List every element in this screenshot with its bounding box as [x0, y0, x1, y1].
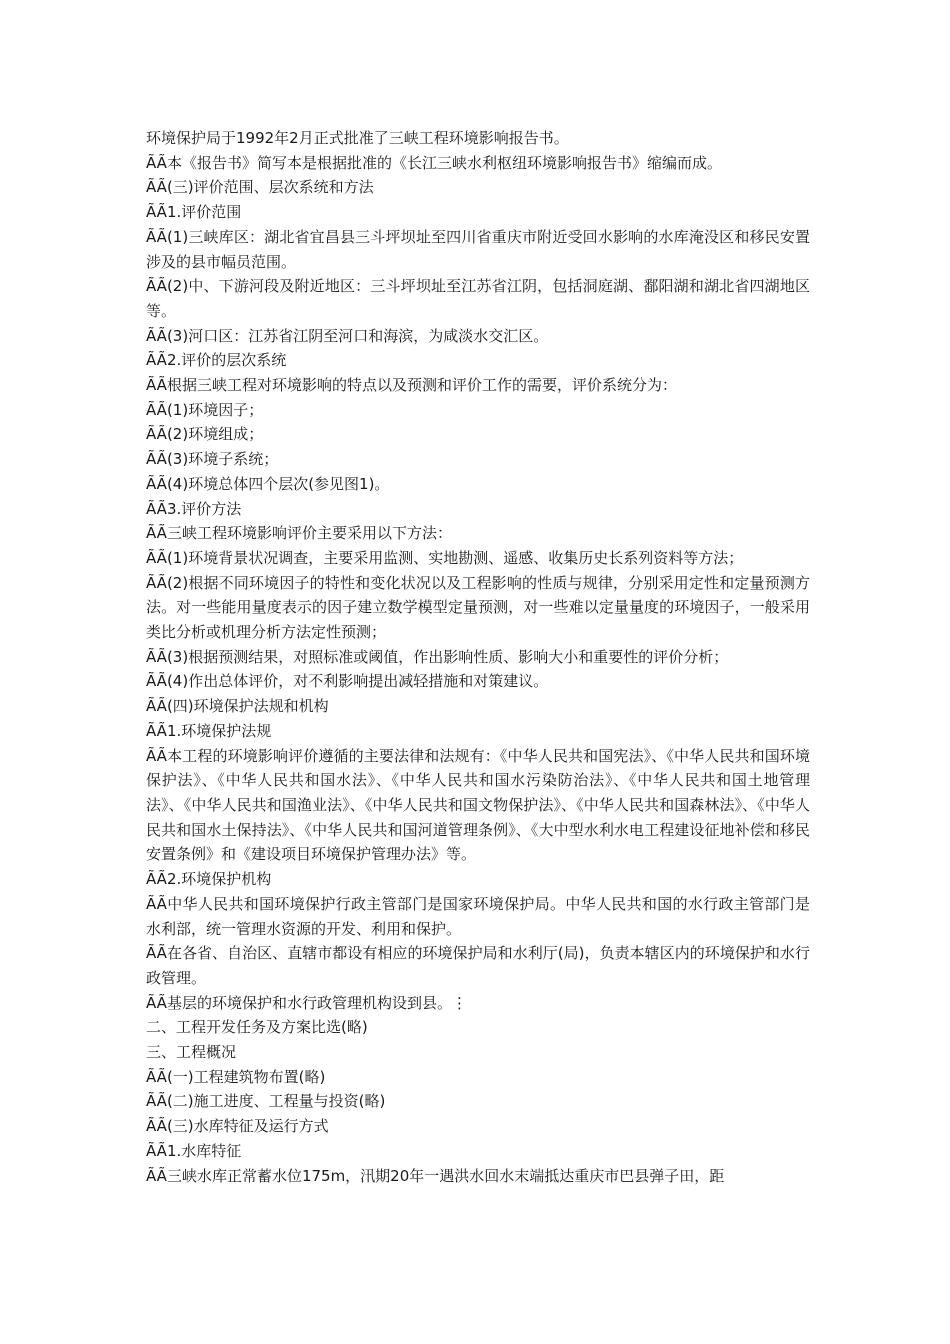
list-item: ÃÃ(4)作出总体评价，对不利影响提出减轻措施和对策建议。: [146, 672, 549, 691]
section-heading: ÃÃ(四)环境保护法规和机构: [146, 697, 329, 716]
list-item: ÃÃ(1)环境背景状况调查，主要采用监测、实地勘测、遥感、收集历史长系列资料等方法；: [146, 548, 744, 567]
section-heading: ÃÃ(二)施工进度、工程量与投资(略): [146, 1092, 386, 1111]
subsection-heading: ÃÃ1.水库特征: [146, 1141, 242, 1160]
chapter-heading: 二、工程开发任务及方案比选(略): [146, 1018, 368, 1037]
paragraph: ÃÃ三峡水库正常蓄水位175m，汛期20年一遇洪水回水末端抵达重庆市巴县弹子田，距: [146, 1166, 725, 1185]
paragraph: ÃÃ根据三峡工程对环境影响的特点以及预测和评价工作的需要，评价系统分为：: [146, 376, 677, 395]
paragraph: ÃÃ(3)河口区：江苏省江阴至河口和海滨，为咸淡水交汇区。: [146, 326, 549, 345]
subsection-heading: ÃÃ3.评价方法: [146, 499, 242, 518]
paragraph: ÃÃ本工程的环境影响评价遵循的主要法律和法规有：《中华人民共和国宪法》、《中华人民共和国环境保护法》、《中华人民共和国水法》、《中华人民共和国水污染防治法》、《中华人民共和国土地管理法》、《中华人民共和国渔业法》、《中华人民共和国文物保护法》、《中华人民共和国森林法》、《中华人民共和国水土保持法》、《中华人民共和国河道管理条例》、《大中型水利水电工程建设征地补偿和移民安置条例》和《建设项目环境保护管理办法》等。: [146, 746, 810, 864]
paragraph: 环境保护局于1992年2月正式批准了三峡工程环境影响报告书。: [146, 129, 569, 147]
subsection-heading: ÃÃ2.评价的层次系统: [146, 351, 287, 370]
subsection-heading: ÃÃ1.评价范围: [146, 203, 242, 222]
subsection-heading: ÃÃ1.环境保护法规: [146, 721, 272, 740]
list-item: ÃÃ(4)环境总体四个层次(参见图1)。: [146, 474, 390, 493]
paragraph: ÃÃ本《报告书》简写本是根据批准的《长江三峡水利枢纽环境影响报告书》缩编而成。: [146, 153, 722, 172]
list-item: ÃÃ(2)环境组成；: [146, 425, 264, 444]
paragraph: ÃÃ基层的环境保护和水行政管理机构设到县。⋮: [146, 993, 467, 1012]
subsection-heading: ÃÃ2.环境保护机构: [146, 870, 272, 889]
paragraph: ÃÃ中华人民共和国环境保护行政主管部门是国家环境保护局。中华人民共和国的水行政主管部门是水利部，统一管理水资源的开发、利用和保护。: [146, 894, 810, 938]
paragraph: ÃÃ(1)三峡库区：湖北省宜昌县三斗坪坝址至四川省重庆市附近受回水影响的水库淹没区和移民安置涉及的县市幅员范围。: [146, 227, 810, 271]
chapter-heading: 三、工程概况: [146, 1043, 237, 1062]
list-item: ÃÃ(1)环境因子；: [146, 400, 264, 419]
document-body: [146, 126, 810, 1188]
list-item: ÃÃ(2)根据不同环境因子的特性和变化状况以及工程影响的性质与规律，分别采用定性和定量预测方法。对一些能用量度表示的因子建立数学模型定量预测，对一些难以定量量度的环境因子，一般采用类比分析或机理分析方法定性预测；: [146, 573, 810, 642]
paragraph: ÃÃ在各省、自治区、直辖市都设有相应的环境保护局和水利厅(局)，负责本辖区内的环境保护和水行政管理。: [146, 944, 810, 987]
paragraph: ÃÃ三峡工程环境影响评价主要采用以下方法：: [146, 524, 452, 543]
section-heading: ÃÃ(三)评价范围、层次系统和方法: [146, 178, 374, 197]
list-item: ÃÃ(3)环境子系统；: [146, 450, 279, 469]
section-heading: ÃÃ(三)水库特征及运行方式: [146, 1117, 329, 1136]
list-item: ÃÃ(3)根据预测结果，对照标准或阈值，作出影响性质、影响大小和重要性的评价分析；: [146, 647, 729, 666]
paragraph: ÃÃ(2)中、下游河段及附近地区：三斗坪坝址至江苏省江阴，包括洞庭湖、鄱阳湖和湖北省四湖地区等。: [146, 277, 810, 320]
section-heading: ÃÃ(一)工程建筑物布置(略): [146, 1067, 326, 1086]
